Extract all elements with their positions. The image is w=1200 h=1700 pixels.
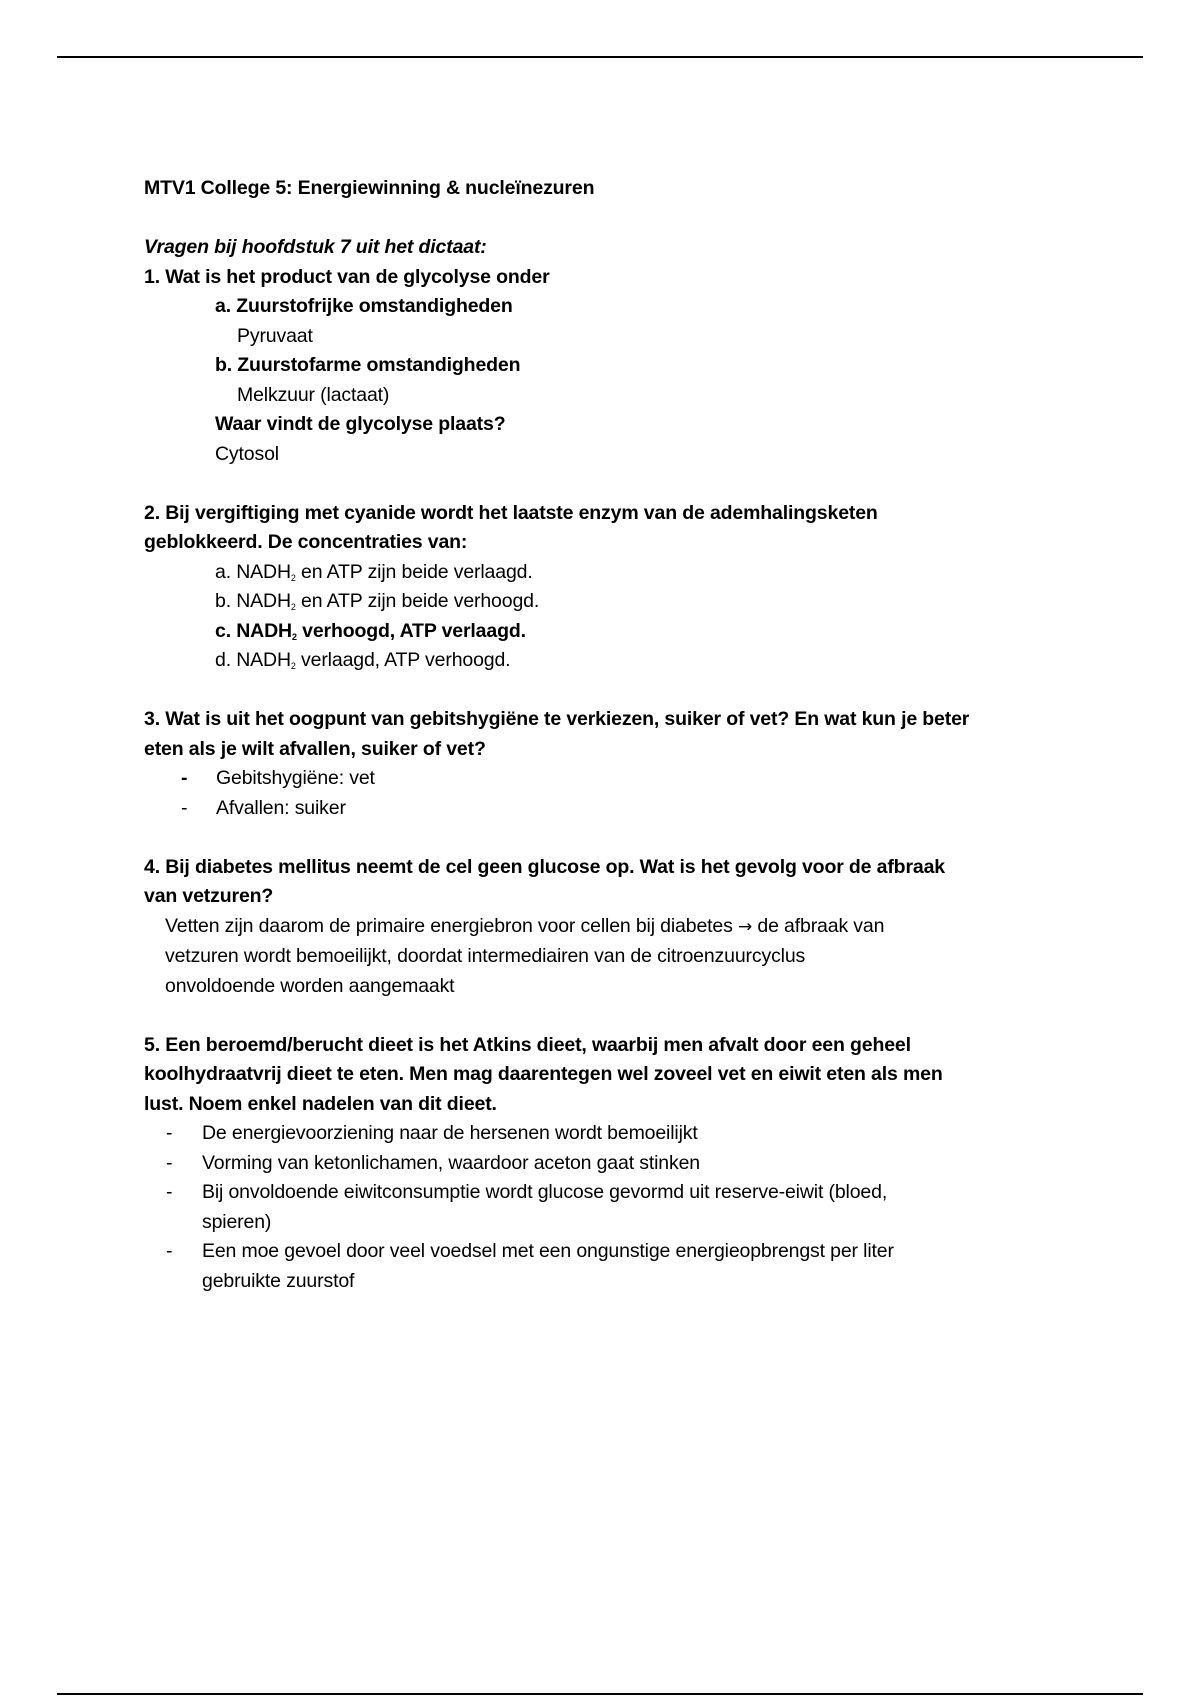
q2-option-d: d. $NADH_2$ verlaagd, ATP verhoogd. — [215, 649, 511, 671]
q1-a-answer: Pyruvaat — [237, 324, 313, 347]
q2-option-a: a. $NADH_2$ en ATP zijn beide verlaagd. — [215, 560, 533, 583]
q3-answer-list — [144, 764, 1064, 823]
q2-question-line-1: 2. Bij vergiftiging met cyanide wordt het laatste enzym van de ademhalingsketen — [144, 501, 878, 524]
q1-b-answer: Melkzuur (lactaat) — [237, 383, 390, 406]
q4-question-line-2: van vetzuren? — [144, 885, 274, 907]
arrow-right-icon: → — [738, 916, 753, 937]
q3-question-line-1: 3. Wat is uit het oogpunt van gebitshygiëne te verkiezen, suiker of vet? En wat kun je beter — [144, 708, 970, 730]
q4-answer-line-3: onvoldoende worden aangemaakt — [165, 974, 455, 997]
q1-where-question: Waar vindt de glycolyse plaats? — [215, 413, 506, 435]
q3-question-line-2: eten als je wilt afvallen, suiker of vet? — [144, 737, 486, 760]
q5-answer-list — [144, 1119, 1064, 1296]
q4-answer-line-2: vetzuren wordt bemoeilijkt, doordat intermediairen van de citroenzuurcyclus — [165, 945, 806, 967]
list-item: - De energievoorziening naar de hersenen wordt bemoeilijkt — [166, 1122, 698, 1144]
q5-question-line-1: 5. Een beroemd/berucht dieet is het Atkins dieet, waarbij men afvalt door een geheel — [144, 1033, 911, 1056]
q1-a-label: a. Zuurstofrijke omstandigheden — [215, 295, 513, 317]
header-rule — [57, 56, 1143, 58]
q5-question-line-3: lust. Noem enkel nadelen van dit dieet. — [144, 1092, 497, 1115]
list-item: - Vorming van ketonlichamen, waardoor aceton gaat stinken — [166, 1151, 700, 1174]
q4-answer-line-1: Vetten zijn daarom de primaire energiebron voor cellen bij diabetes → de afbraak van — [165, 914, 885, 937]
document-body — [144, 174, 1064, 1296]
q1-b-label: b. Zuurstofarme omstandigheden — [215, 354, 521, 376]
list-item: - Gebitshygiëne: vet — [181, 767, 375, 789]
footer-rule — [57, 1693, 1143, 1695]
q2-option-c: c. $NADH_2$ verhoogd, ATP verlaagd. — [215, 619, 526, 642]
q5-question-line-2: koolhydraatvrij dieet te eten. Men mag daarentegen wel zoveel vet en eiwit eten als men — [144, 1063, 943, 1085]
intro-heading: Vragen bij hoofdstuk 7 uit het dictaat: — [144, 236, 487, 258]
q2-question-line-2: geblokkeerd. De concentraties van: — [144, 531, 468, 553]
list-item: - Afvallen: suiker — [181, 796, 346, 819]
q4-question-line-1: 4. Bij diabetes mellitus neemt de cel geen glucose op. Wat is het gevolg voor de afbraak — [144, 855, 945, 878]
q2-option-b: b. $NADH_2$ en ATP zijn beide verhoogd. — [215, 590, 540, 612]
q1-where-answer: Cytosol — [215, 442, 279, 465]
list-item: - Een moe gevoel door veel voedsel met een ongunstige energieopbrengst per liter gebruikte zuurstof — [166, 1240, 894, 1292]
document-title: MTV1 College 5: Energiewinning & nucleïnezuren — [144, 177, 595, 199]
list-item: - Bij onvoldoende eiwitconsumptie wordt glucose gevormd uit reserve-eiwit (bloed, spieren) — [166, 1181, 888, 1233]
q1-question: 1. Wat is het product van de glycolyse onder — [144, 265, 550, 288]
